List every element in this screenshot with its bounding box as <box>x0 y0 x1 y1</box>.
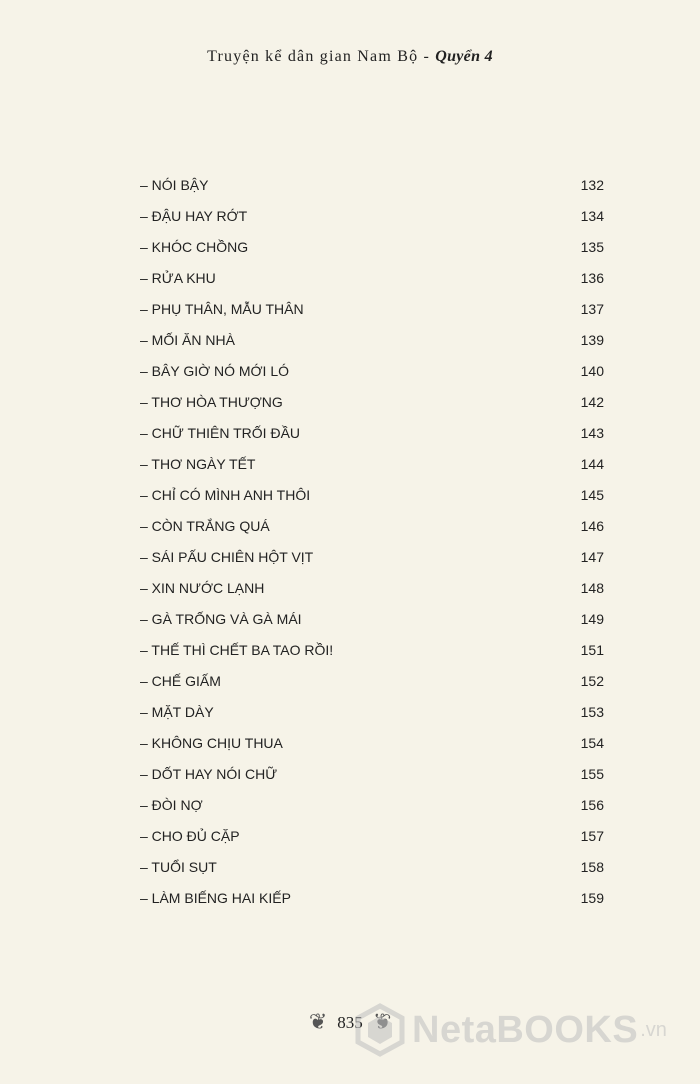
toc-entry-title: – KHÓC CHỒNG <box>140 239 249 255</box>
toc-entry <box>0 885 700 916</box>
toc-entry <box>0 761 700 792</box>
toc-entry-title: – CHẾ GIẤM <box>140 673 221 689</box>
toc-entry-title: – CÒN TRẮNG QUÁ <box>140 518 270 534</box>
toc-entry <box>0 668 700 699</box>
toc-entry-title: – CHỈ CÓ MÌNH ANH THÔI <box>140 487 311 503</box>
toc-entry <box>0 699 700 730</box>
toc-entry-title: – XIN NƯỚC LẠNH <box>140 580 265 596</box>
toc-entry-title: – PHỤ THÂN, MẪU THÂN <box>140 301 304 317</box>
toc-entry-title: – CHO ĐỦ CẶP <box>140 828 240 844</box>
watermark-text: NetaBOOKS <box>412 1008 639 1051</box>
running-header <box>0 48 700 66</box>
toc-entry <box>0 203 700 234</box>
toc-entry <box>0 637 700 668</box>
toc-entry <box>0 823 700 854</box>
toc-entry-title: – THƠ NGÀY TẾT <box>140 456 256 472</box>
toc-entry <box>0 265 700 296</box>
toc-entry <box>0 420 700 451</box>
toc-entry <box>0 234 700 265</box>
toc-entry-title: – ĐẬU HAY RỚT <box>140 208 248 224</box>
toc-entry-page: 154 <box>580 735 604 751</box>
toc-entry-title: – CHỮ THIÊN TRỐI ĐẦU <box>140 425 301 441</box>
toc-entry-page: 159 <box>580 890 604 906</box>
toc-entry-page: 132 <box>580 177 604 193</box>
toc-entry <box>0 730 700 761</box>
toc-entry-page: 142 <box>580 394 604 410</box>
toc-entry-title: – GÀ TRỐNG VÀ GÀ MÁI <box>140 611 302 627</box>
toc-entry-page: 152 <box>580 673 604 689</box>
toc-entry-page: 153 <box>580 704 604 720</box>
toc-entry-page: 149 <box>580 611 604 627</box>
toc-entry-page: 134 <box>580 208 604 224</box>
toc-entry <box>0 606 700 637</box>
toc-entry-title: – MẶT DÀY <box>140 704 214 720</box>
toc-entry <box>0 389 700 420</box>
toc-entry-page: 145 <box>580 487 604 503</box>
toc-entry-title: – ĐÒI NỢ <box>140 797 203 813</box>
toc-entry-page: 137 <box>580 301 604 317</box>
page-number: 835 <box>337 1012 363 1032</box>
toc-entry-title: – BÂY GIỜ NÓ MỚI LÓ <box>140 363 290 379</box>
toc-entry-page: 158 <box>580 859 604 875</box>
toc-entry-title: – SÁI PẤU CHIÊN HỘT VỊT <box>140 549 314 565</box>
toc-entry <box>0 327 700 358</box>
toc-entry-page: 143 <box>580 425 604 441</box>
toc-entry-title: – LÀM BIẾNG HAI KIẾP <box>140 890 291 906</box>
toc-entry-page: 155 <box>580 766 604 782</box>
toc-entry-title: – THẾ THÌ CHẾT BA TAO RỒI! <box>140 642 334 658</box>
toc-entry <box>0 172 700 203</box>
toc-entry-page: 136 <box>580 270 604 286</box>
toc-entry-title: – DỐT HAY NÓI CHỮ <box>140 766 278 782</box>
toc-entry-title: – THƠ HÒA THƯỢNG <box>140 394 283 410</box>
toc-entry-page: 156 <box>580 797 604 813</box>
toc-entry-page: 146 <box>580 518 604 534</box>
toc-entry-page: 135 <box>580 239 604 255</box>
toc-entry-page: 157 <box>580 828 604 844</box>
toc-entry-title: – TUỔI SỤT <box>140 859 217 875</box>
toc-entry-page: 144 <box>580 456 604 472</box>
book-title: Truyện kể dân gian Nam Bộ <box>207 48 419 65</box>
toc-entry-title: – NÓI BẬY <box>140 177 209 193</box>
toc-entry <box>0 451 700 482</box>
floral-flourish-icon: ❦ <box>308 1010 328 1035</box>
toc-entry <box>0 544 700 575</box>
toc-entry <box>0 482 700 513</box>
toc-entry-title: – MỐI ĂN NHÀ <box>140 332 235 348</box>
toc-entry <box>0 296 700 327</box>
toc-entry-page: 148 <box>580 580 604 596</box>
toc-entry-page: 147 <box>580 549 604 565</box>
toc-entry-title: – KHÔNG CHỊU THUA <box>140 735 283 751</box>
volume-label: Quyển 4 <box>435 48 493 65</box>
toc-entry <box>0 575 700 606</box>
toc-entry-page: 140 <box>580 363 604 379</box>
toc-entry-title: – RỬA KHU <box>140 270 216 286</box>
watermark-suffix: .vn <box>640 1018 667 1041</box>
table-of-contents <box>0 172 700 916</box>
watermark <box>352 998 667 1062</box>
toc-entry <box>0 513 700 544</box>
header-separator: - <box>418 48 436 65</box>
netabooks-logo-icon <box>352 1002 408 1058</box>
toc-entry <box>0 854 700 885</box>
toc-entry <box>0 792 700 823</box>
toc-entry-page: 139 <box>580 332 604 348</box>
toc-entry-page: 151 <box>580 642 604 658</box>
toc-entry <box>0 358 700 389</box>
